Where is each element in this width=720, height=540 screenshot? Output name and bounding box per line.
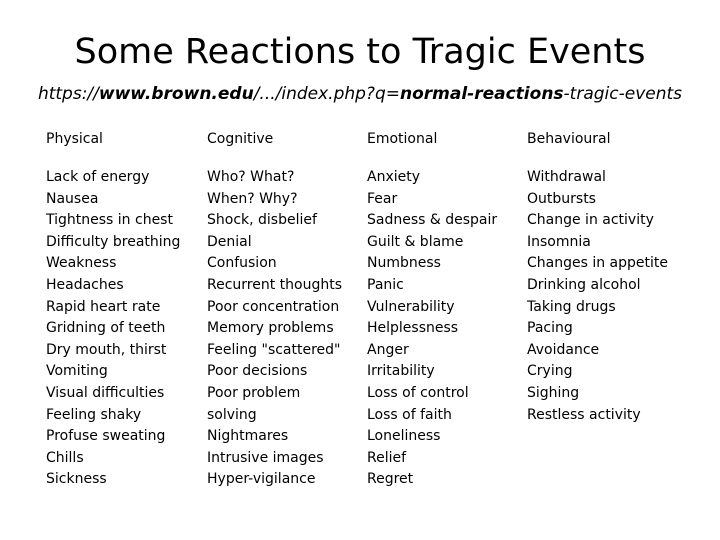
list-item: Insomnia (527, 233, 591, 250)
list-item: Anxiety (367, 169, 421, 185)
list-item: Gridning of teeth (46, 320, 166, 337)
list-item: Confusion (207, 255, 277, 272)
list-item: Weakness (46, 255, 117, 272)
list-item: Poor decisions (207, 363, 308, 380)
list-item: Panic (367, 276, 404, 293)
list-item: When? Why? (207, 190, 298, 207)
list-item: Changes in appetite (527, 255, 669, 272)
list-item: Guilt & blame (367, 233, 464, 250)
list-item: Dry mouth, thirst (46, 341, 167, 358)
page-title: Some Reactions to Tragic Events (74, 32, 646, 72)
list-item: Regret (367, 471, 414, 488)
column-emotional (367, 129, 497, 491)
list-item: Sadness & despair (367, 212, 498, 229)
list-item: Visual difficulties (46, 384, 165, 401)
url-part: www.brown.edu (98, 84, 254, 104)
list-item: Fear (367, 190, 398, 207)
list-item: solving (207, 406, 257, 423)
list-item: Helplessness (367, 320, 459, 337)
url-part: https:// (37, 84, 99, 104)
list-item: Feeling "scattered" (207, 341, 341, 358)
column-header: Emotional (367, 131, 438, 147)
list-item: Tightness in chest (46, 212, 173, 229)
list-item: Intrusive images (207, 449, 324, 466)
column-header: Physical (46, 131, 103, 147)
url-part: normal-reactions (399, 84, 564, 104)
column-header: Behavioural (527, 131, 611, 147)
column-physical (46, 129, 180, 491)
list-item: Withdrawal (527, 169, 606, 185)
url-part: /.../index.php?q= (253, 84, 400, 104)
list-item: Anger (367, 341, 409, 358)
list-item: Shock, disbelief (207, 212, 317, 229)
list-item: Avoidance (527, 341, 600, 358)
list-item: Pacing (527, 320, 573, 337)
column-list (46, 167, 180, 491)
list-item: Nausea (46, 190, 99, 207)
list-item: Recurrent thoughts (207, 276, 343, 293)
column-list (367, 167, 497, 491)
list-item: Poor concentration (207, 298, 340, 315)
list-item: Memory problems (207, 320, 334, 337)
list-item: Change in activity (527, 212, 654, 229)
list-item: Profuse sweating (46, 428, 166, 445)
list-item: Loneliness (367, 428, 441, 445)
column-cognitive (207, 129, 342, 491)
list-item: Drinking alcohol (527, 276, 641, 293)
list-item: Lack of energy (46, 169, 150, 185)
list-item: Loss of faith (367, 406, 452, 423)
list-item: Headaches (46, 276, 124, 293)
column-list (527, 167, 668, 426)
list-item: Rapid heart rate (46, 298, 161, 315)
column-header: Cognitive (207, 131, 274, 147)
column-list (207, 167, 342, 491)
url-part: -tragic-events (563, 84, 683, 104)
list-item: Denial (207, 233, 252, 250)
list-item: Difficulty breathing (46, 233, 181, 250)
list-item: Who? What? (207, 169, 295, 185)
list-item: Sickness (46, 471, 107, 488)
column-behavioural (527, 129, 668, 426)
list-item: Vomiting (46, 363, 108, 380)
list-item: Feeling shaky (46, 406, 142, 423)
list-item: Sighing (527, 384, 580, 401)
list-item: Nightmares (207, 428, 289, 445)
source-url (0, 82, 720, 106)
list-item: Outbursts (527, 190, 596, 207)
list-item: Irritability (367, 363, 435, 380)
list-item: Numbness (367, 255, 441, 272)
list-item: Hyper-vigilance (207, 471, 316, 488)
list-item: Restless activity (527, 406, 641, 423)
list-item: Taking drugs (527, 298, 616, 315)
list-item: Relief (367, 449, 407, 466)
list-item: Vulnerability (367, 298, 455, 315)
list-item: Chills (46, 449, 84, 466)
list-item: Crying (527, 363, 573, 380)
list-item: Poor problem (207, 384, 301, 401)
list-item: Loss of control (367, 384, 469, 401)
